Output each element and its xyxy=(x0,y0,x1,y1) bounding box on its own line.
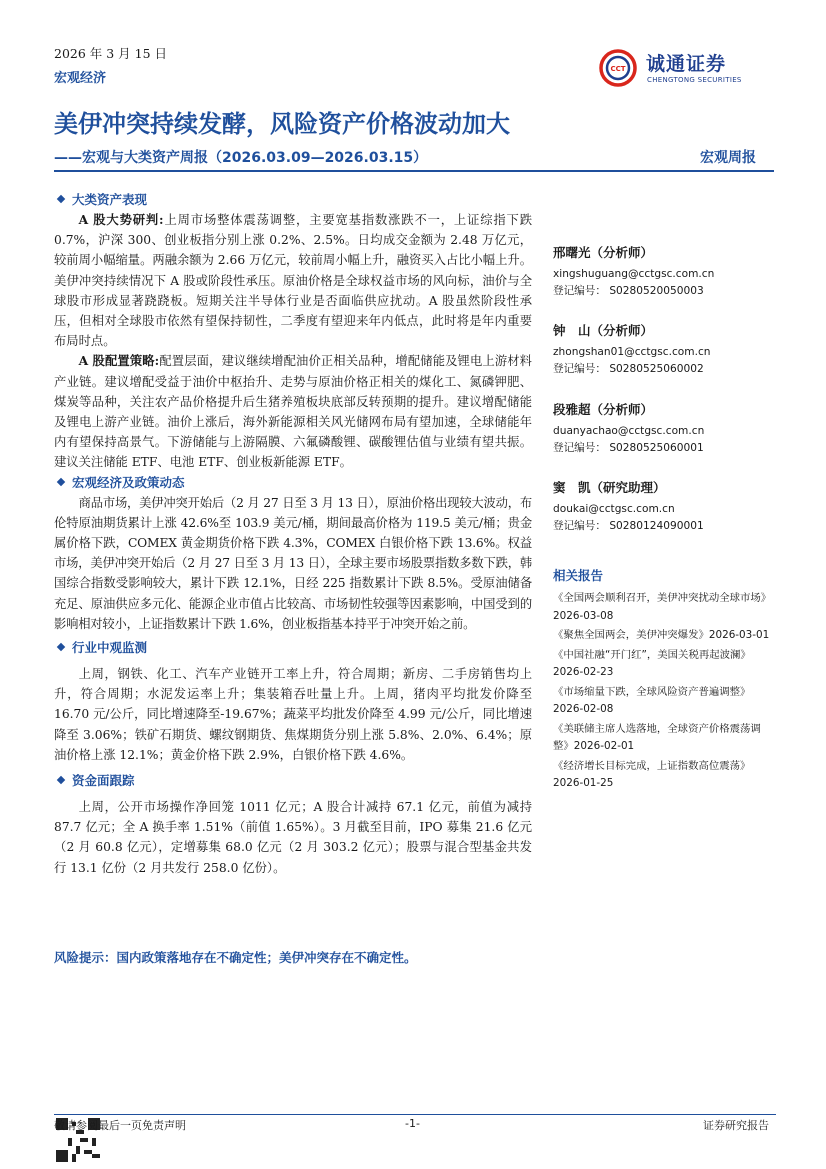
logo-mark-text: CCT xyxy=(610,65,626,73)
report-date: 2026 年 3 月 15 日 xyxy=(54,46,168,61)
page-number: -1- xyxy=(405,1117,420,1130)
analyst-name: 窦 凯（研究助理） xyxy=(553,480,666,495)
related-reports-title: 相关报告 xyxy=(553,568,604,583)
analyst-card xyxy=(553,243,775,300)
paragraph-text: 配置层面，建议继续增配油价正相关品种，增配储能及锂电上游材料产业链。建议增配受益于油价中枢抬升、走势与原油价格正相关的煤化工、氮磷钾肥、煤炭等品种，关注农产品价格提升后生猪养殖板块底部反转预期的提升。建议增配储能及锂电上游产业链。油价上涨后，海外新能源相关风光储网布局有望加速，全球储能年内有望保持高景气。下游储能与上游隔膜、六氟磷酸锂、碳酸锂估值与业绩有望共振。建议关注储能 ETF、电池 ETF、创业板新能源 ETF。 xyxy=(54,354,532,470)
bullet-diamond-icon xyxy=(57,477,65,485)
paragraph: 上周，钢铁、化工、汽车产业链开工率上升，符合周期；新房、二手房销售均上升，符合周期；水泥发运率上升；集装箱吞吐量上升。上周，猪肉平均批发价降至 16.70 元/公斤，同比增速降至-19.67%；蔬菜平均批发价降至 4.99 元/公斤，同比增速降至 3.06%；铁矿石期货、螺纹钢期货、焦煤期货分别上涨 5.8%、2.0%、6.4%；原油价格上涨 12.1%；黄金价格下跌 2.9%，白银价格下跌 4.6%。 xyxy=(54,667,532,762)
analyst-card xyxy=(553,321,775,378)
related-report-link[interactable]: 《市场缩量下跌，全球风险资产普遍调整》2026-02-08 xyxy=(553,685,751,715)
analyst-email[interactable]: zhongshan01@cctgsc.com.cn xyxy=(553,346,711,358)
page-title: 美伊冲突持续发酵，风险资产价格波动加大 xyxy=(54,110,510,138)
paragraph-text: 上周市场整体震荡调整，主要宽基指数涨跌不一，上证综指下跌 0.7%，沪深 300、创业板指分别上涨 0.2%、2.5%。日均成交金额为 2.48 万亿元，较前周小幅缩量。两融余额为 2.66 万亿元，较前周小幅上升，融资买入占比小幅上升。美伊冲突持续情况下 A 股或阶段性承压。原油价格是全球权益市场的风向标，油价与全球股市形成显著跷跷板。短期关注半导体行业是否面临供应扰动。A 股虽然阶段性承压，但相对全球股市依然有望保持韧性，二季度有望迎来年内低点，此时将是年内重要布局时点。 xyxy=(54,213,532,349)
analyst-email[interactable]: xingshuguang@cctgsc.com.cn xyxy=(553,268,715,280)
section-heading: 宏观经济及政策动态 xyxy=(58,473,532,493)
page-subtitle: ——宏观与大类资产周报（2026.03.09—2026.03.15） xyxy=(54,150,428,166)
analyst-email[interactable]: duanyachao@cctgsc.com.cn xyxy=(553,425,705,437)
section-heading: 大类资产表现 xyxy=(58,190,532,210)
bullet-diamond-icon xyxy=(57,776,65,784)
analyst-registration: 登记编号： S0280124090001 xyxy=(553,520,704,532)
section-heading: 行业中观监测 xyxy=(58,638,532,658)
bullet-diamond-icon xyxy=(57,643,65,651)
company-logo xyxy=(598,48,788,88)
logo-mark-icon xyxy=(598,48,640,88)
header-divider xyxy=(54,170,774,172)
report-category: 宏观经济 xyxy=(54,71,107,86)
footer-divider xyxy=(54,1114,776,1115)
related-report-link[interactable]: 《中国社融“开门红”，美国关税再起波澜》2026-02-23 xyxy=(553,648,751,678)
risk-warning: 风险提示：国内政策落地存在不确定性；美伊冲突存在不确定性。 xyxy=(54,950,417,965)
analyst-name: 邢曙光（分析师） xyxy=(553,245,654,260)
report-type: 宏观周报 xyxy=(700,150,756,166)
related-report-link[interactable]: 《聚焦全国两会，美伊冲突爆发》2026-03-01 xyxy=(553,629,770,641)
analyst-card xyxy=(553,400,775,457)
section-heading: 资金面跟踪 xyxy=(58,771,532,791)
logo-chinese-name: 诚通证券 xyxy=(646,53,727,75)
related-reports xyxy=(553,566,775,795)
paragraph xyxy=(54,210,532,351)
paragraph xyxy=(54,351,532,472)
analyst-registration: 登记编号： S0280525060001 xyxy=(553,442,704,454)
bullet-diamond-icon xyxy=(57,195,65,203)
analyst-email[interactable]: doukai@cctgsc.com.cn xyxy=(553,503,675,515)
analyst-card xyxy=(553,478,775,535)
related-report-link[interactable]: 《全国两会顺利召开，美伊冲突扰动全球市场》2026-03-08 xyxy=(553,592,772,622)
analyst-registration: 登记编号： S0280525060002 xyxy=(553,363,704,375)
logo-english-name: CHENGTONG SECURITIES xyxy=(647,76,742,84)
footer-label: 证券研究报告 xyxy=(703,1119,769,1132)
paragraph: 商品市场，美伊冲突开始后（2 月 27 日至 3 月 13 日），原油价格出现较大波动，布伦特原油期货累计上涨 42.6%至 103.9 美元/桶，期间最高价格为 119.5 美元/桶；贵金属价格下跌，COMEX 黄金期货价格下跌 4.3%，COMEX 白银价格下跌 13.6%。权益市场，美伊冲突开始后（2 月 27 日至 3 月 13 日），全球主要市场股票指数多数下跌，韩国综合指数受影响较大，累计下跌 12.1%，日经 225 指数累计下跌 8.5%。受原油储备充足、原油供应多元化、能源企业市值占比较高、市场韧性较强等因素影响，中国受到的影响相对较小，上证指数累计下跌 1.6%，创业板指基本持平于冲突开始之前。 xyxy=(54,495,532,631)
main-column xyxy=(54,190,532,878)
related-report-link[interactable]: 《美联储主席人选落地，全球资产价格震荡调整》2026-02-01 xyxy=(553,722,761,752)
analyst-name: 钟 山（分析师） xyxy=(553,323,654,338)
footer-disclaimer: 敬请参阅最后一页免责声明 xyxy=(54,1119,186,1132)
paragraph-lead: A 股大势研判: xyxy=(78,212,164,227)
paragraph: 上周，公开市场操作净回笼 1011 亿元；A 股合计减持 67.1 亿元，前值为减持 87.7 亿元；全 A 换手率 1.51%（前值 1.65%）。3 月截至目前，IPO 募集 21.6 亿元（2 月 60.8 亿元），定增募集 68.0 亿元（2 月 303.2 亿元）；股票与混合型基金共发行 13.1 亿份（2 月共发行 258.0 亿份）。 xyxy=(54,800,532,875)
related-report-link[interactable]: 《经济增长目标完成，上证指数高位震荡》2026-01-25 xyxy=(553,759,751,789)
analyst-name: 段雅超（分析师） xyxy=(553,402,654,417)
analyst-registration: 登记编号： S0280520050003 xyxy=(553,285,704,297)
paragraph-lead: A 股配置策略: xyxy=(78,353,160,369)
